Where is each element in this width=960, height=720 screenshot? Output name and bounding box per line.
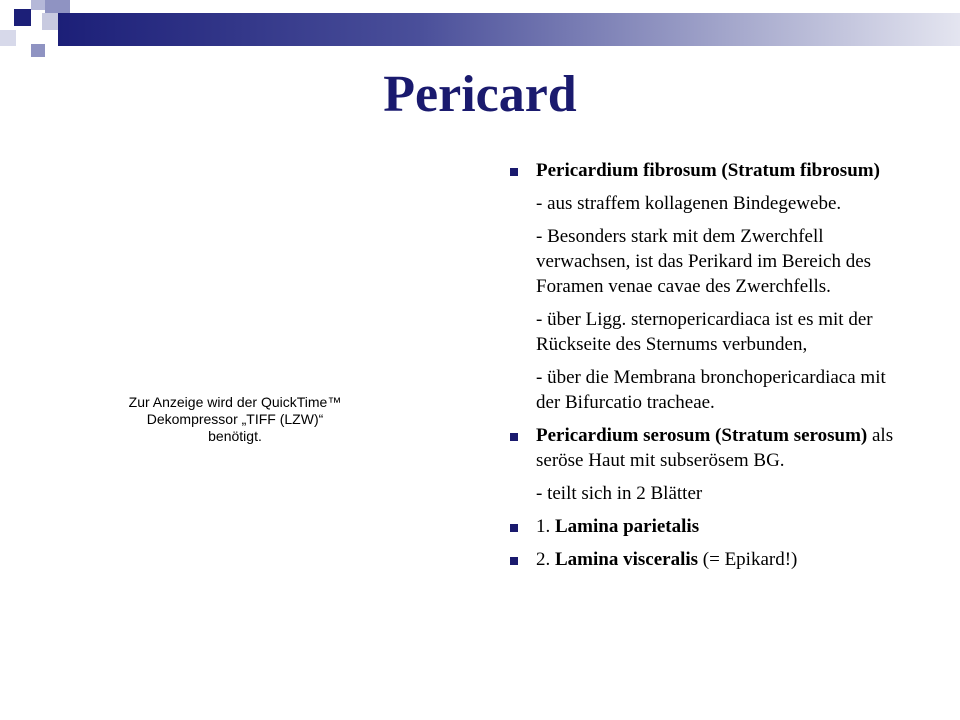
header-gradient-bar — [58, 13, 960, 46]
bullet-prefix: 1. — [536, 516, 555, 537]
sub-item — [510, 224, 910, 299]
decor-square — [45, 0, 70, 13]
placeholder-line: Dekompressor „TIFF (LZW)“ — [146, 411, 324, 427]
slide-title: Pericard — [383, 66, 577, 123]
bullet-item — [510, 547, 910, 572]
bullet-text: als seröse Haut mit subserösem BG. — [536, 425, 894, 471]
sub-item — [510, 191, 910, 216]
bullet-item — [510, 158, 910, 183]
decor-square — [16, 30, 32, 46]
bullet-bold-text: Lamina visceralis — [555, 549, 699, 570]
bullet-bold-text: Pericardium fibrosum (Stratum fibrosum) — [536, 160, 880, 181]
bullet-bold-text: Lamina parietalis — [555, 516, 700, 537]
sub-item-text: - Besonders stark mit dem Zwerchfell verwachsen, ist das Perikard im Bereich des Foramen venae cavae des Zwerchfells. — [536, 226, 872, 297]
bullet-item — [510, 423, 910, 473]
bullet-text: (= Epikard!) — [698, 549, 798, 570]
bullet-prefix: 2. — [536, 549, 555, 570]
decor-square — [14, 9, 31, 26]
sub-item — [510, 307, 910, 357]
sub-item — [510, 481, 910, 506]
sub-item-text: - über die Membrana bronchopericardiaca mit der Bifurcatio tracheae. — [536, 367, 886, 413]
placeholder-line: benötigt. — [208, 428, 262, 444]
placeholder-line: Zur Anzeige wird der QuickTime™ — [128, 394, 342, 410]
image-placeholder — [100, 394, 370, 445]
bullet-bold-text: Pericardium serosum (Stratum serosum) — [536, 425, 868, 446]
decor-square — [31, 44, 45, 57]
sub-item — [510, 365, 910, 415]
bullet-item — [510, 514, 910, 539]
sub-item-text: - aus straffem kollagenen Bindegewebe. — [536, 193, 842, 214]
decor-square — [31, 0, 45, 10]
sub-item-text: - über Ligg. sternopericardiaca ist es mit der Rückseite des Sternums verbunden, — [536, 309, 873, 355]
decor-square — [42, 13, 58, 30]
bullet-list — [510, 158, 910, 580]
decor-square — [0, 30, 16, 46]
sub-item-text: - teilt sich in 2 Blätter — [536, 483, 703, 504]
